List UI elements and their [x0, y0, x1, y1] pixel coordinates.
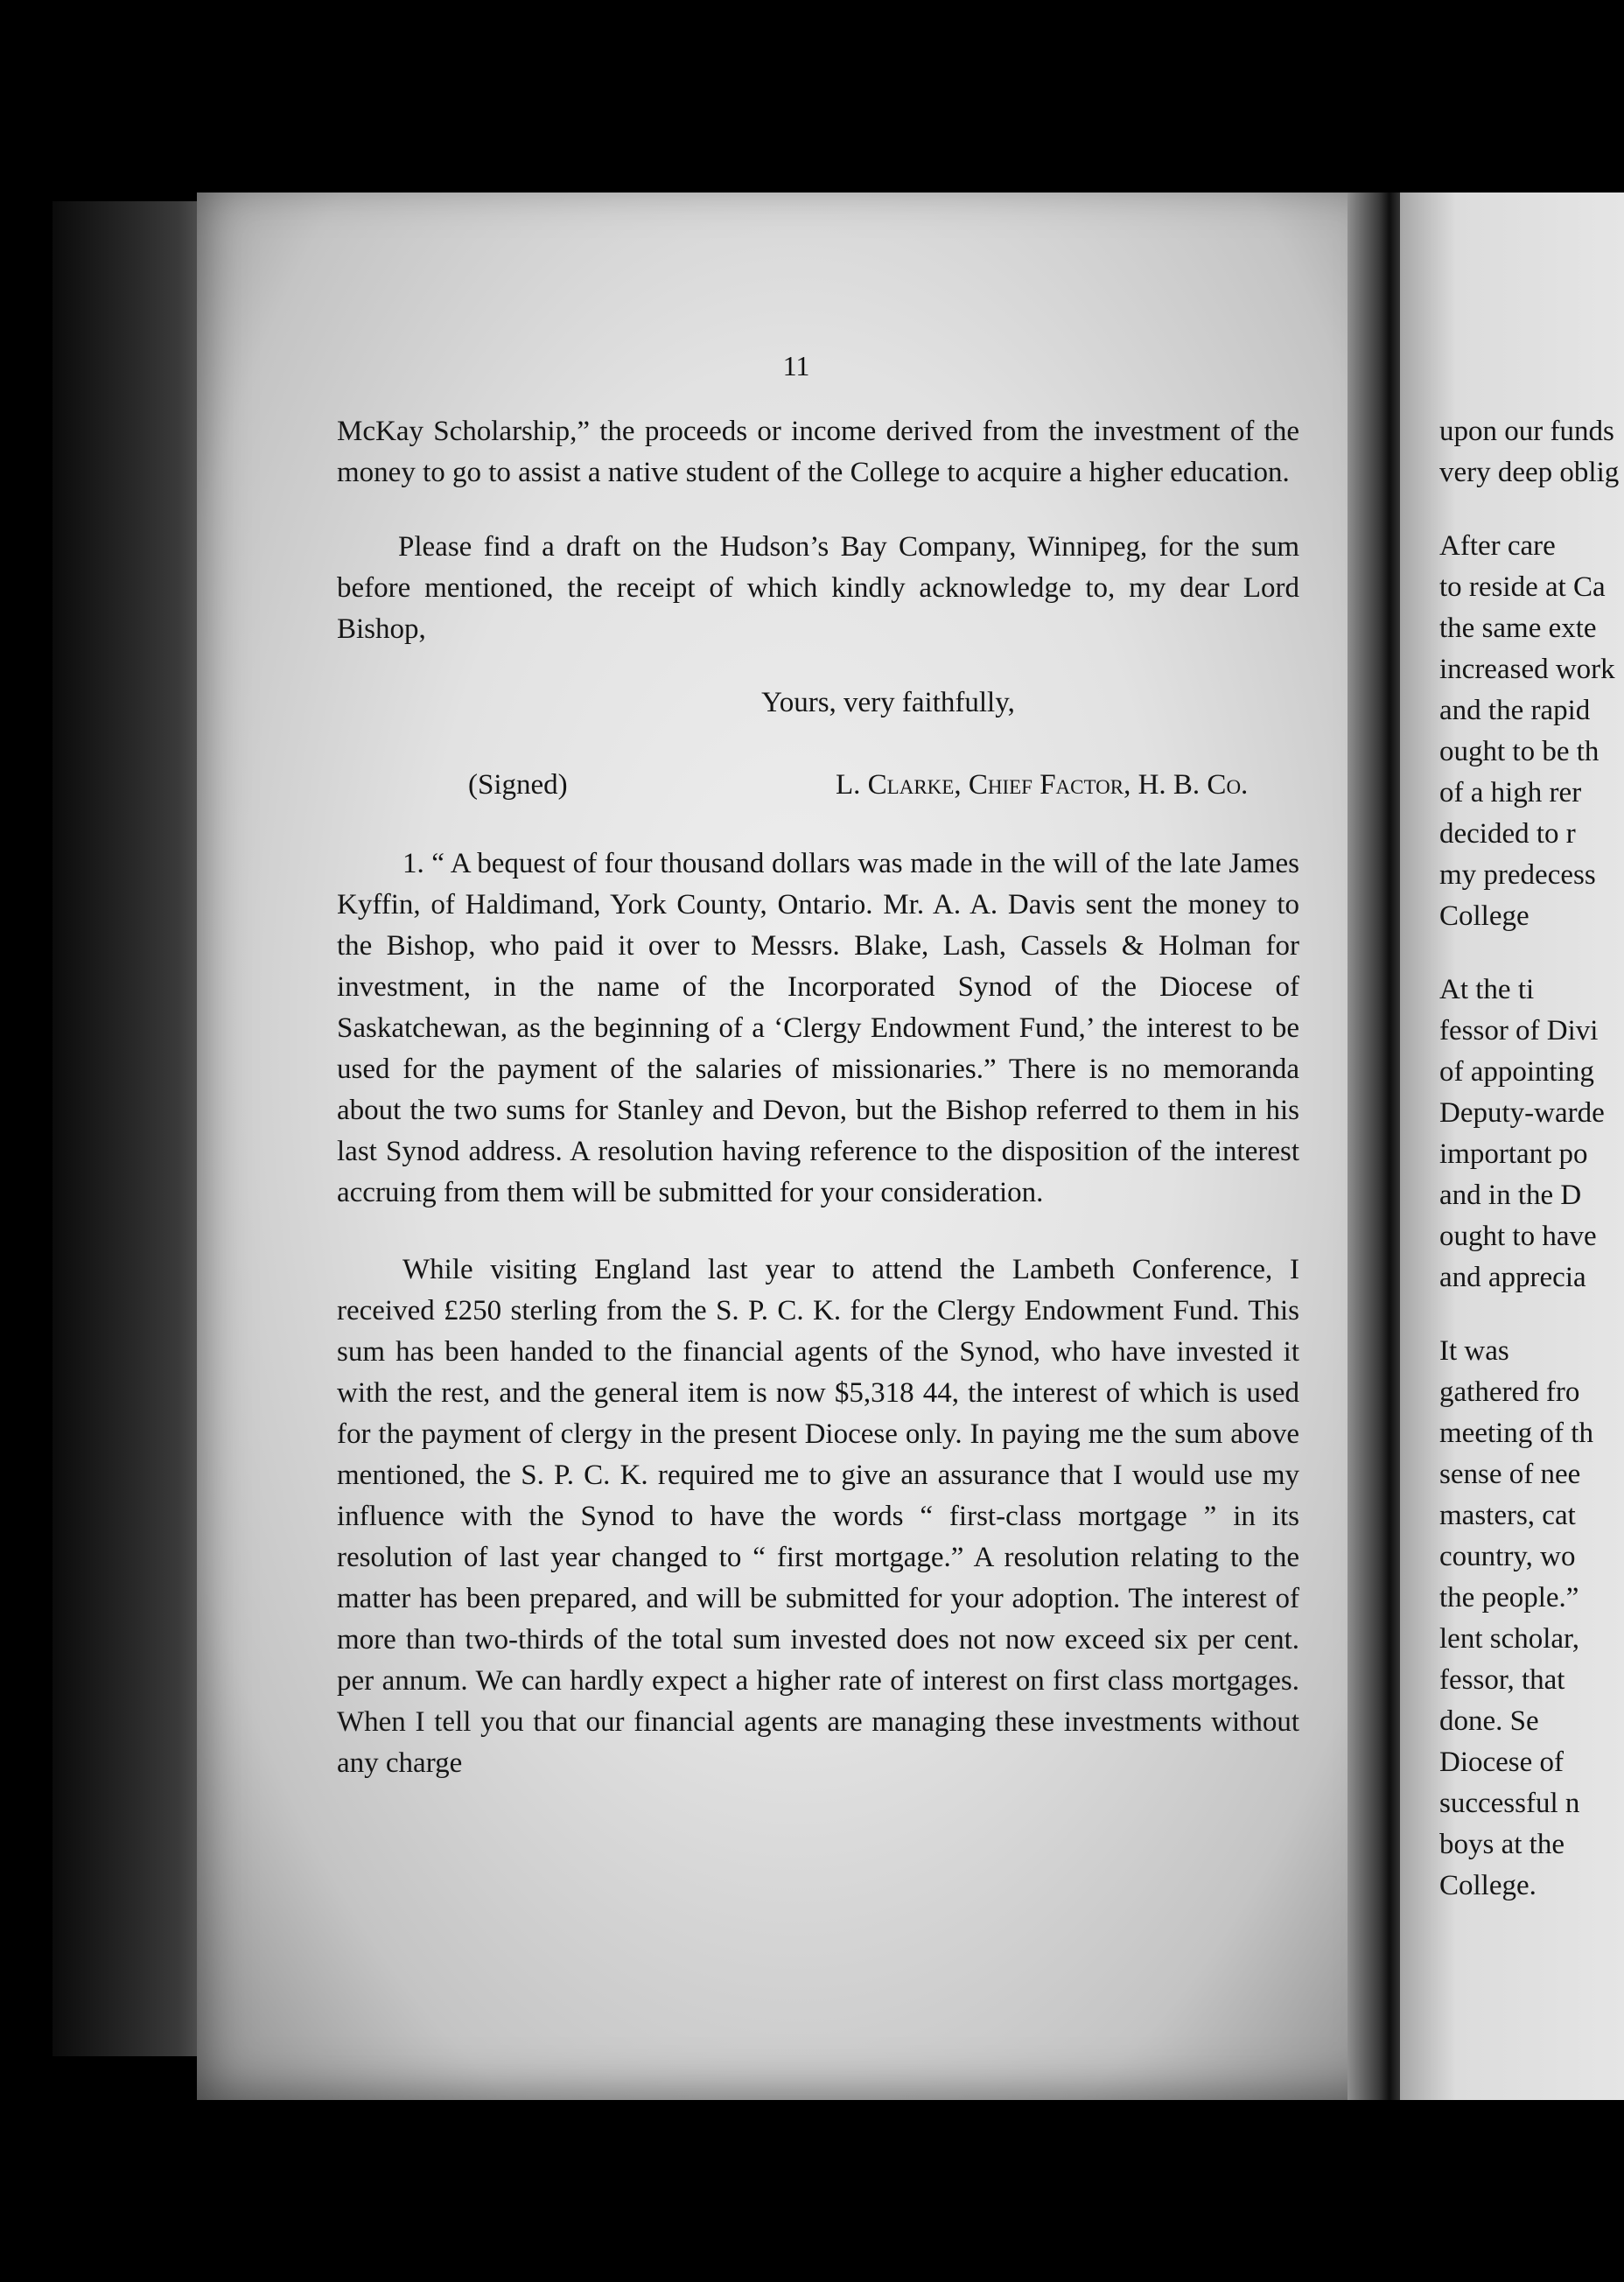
right-fragment-line: of a high rer	[1439, 777, 1582, 808]
paragraph-scholarship-continuation: McKay Scholarship,” the proceeds or income derived from the investment of the money to go to assist a native student of the College to acquire a higher education.	[337, 416, 1299, 488]
signature-line	[337, 765, 1299, 806]
right-fragment-line: the same exte	[1439, 612, 1597, 644]
right-fragment-line: College.	[1439, 1870, 1536, 1901]
letter-closing: Yours, very faithfully,	[761, 687, 1015, 718]
paragraph-bequest: 1. “ A bequest of four thousand dollars was made in the will of the late James Kyffin, of Haldimand, York County, Ontario. Mr. A. A. Davis sent the money to the Bishop, who paid it over to Messrs. Blake, Lash, Cassels & Holman for investment, in the name of the Incorporated Synod of the Diocese of Saskatchewan, as the beginning of a ‘Clergy Endowment Fund,’ the interest to be used for the payment of the salaries of missionaries.” There is no memoranda about the two sums for Stanley and Devon, but the Bishop referred to them in his last Synod address. A resolution having reference to the disposition of the interest accruing from them will be submitted for your consideration.	[337, 848, 1299, 1208]
right-fragment-line: meeting of th	[1439, 1418, 1593, 1449]
right-fragment-line: fessor, that	[1439, 1664, 1565, 1696]
right-fragment-line: gathered fro	[1439, 1376, 1580, 1408]
right-fragment-line: fessor of Divi	[1439, 1015, 1599, 1046]
right-block-3	[1439, 970, 1624, 1298]
right-fragment-line: sense of nee	[1439, 1459, 1581, 1490]
right-fragment-line: ought to be th	[1439, 736, 1600, 767]
scan-dark-top-edge	[0, 0, 1624, 192]
right-fragment-line: boys at the	[1439, 1829, 1564, 1860]
right-fragment-line: important po	[1439, 1138, 1588, 1170]
right-fragment-line: After care	[1439, 530, 1556, 562]
right-fragment-line: of appointing	[1439, 1056, 1594, 1088]
right-fragment-line: It was	[1439, 1335, 1509, 1367]
right-fragment-line: upon our funds	[1439, 416, 1614, 447]
right-fragment-line: masters, cat	[1439, 1500, 1576, 1531]
right-fragment-line: done. Se	[1439, 1705, 1539, 1737]
right-fragment-line: to reside at Ca	[1439, 571, 1606, 603]
right-fragment-line: country, wo	[1439, 1541, 1576, 1572]
left-page	[197, 175, 1396, 2100]
right-fragment-line: College	[1439, 900, 1530, 932]
right-fragment-line: and the rapid	[1439, 695, 1591, 726]
right-page-fragment	[1400, 175, 1624, 2100]
right-block-2	[1439, 526, 1624, 937]
book-binding-edge	[52, 201, 210, 2056]
right-page-text	[1439, 411, 1624, 1907]
signed-label: (Signed)	[468, 769, 568, 801]
right-fragment-line: increased work	[1439, 654, 1615, 685]
right-fragment-line: Deputy-warde	[1439, 1097, 1605, 1129]
left-page-text	[337, 411, 1299, 1784]
page-number: 11	[782, 350, 810, 382]
right-block-1	[1439, 411, 1624, 494]
right-fragment-line: my predecess	[1439, 859, 1596, 891]
right-fragment-line: the people.”	[1439, 1582, 1579, 1614]
right-fragment-line: very deep oblig	[1439, 457, 1620, 488]
right-fragment-line: successful n	[1439, 1788, 1580, 1819]
right-fragment-line: At the ti	[1439, 974, 1535, 1005]
right-fragment-line: decided to r	[1439, 818, 1576, 850]
right-fragment-line: and in the D	[1439, 1180, 1582, 1211]
right-fragment-line: and apprecia	[1439, 1262, 1586, 1293]
right-fragment-line: lent scholar,	[1439, 1623, 1579, 1655]
right-fragment-line: Diocese of	[1439, 1746, 1564, 1778]
signer-name: L. Clarke, Chief Factor, H. B. Co.	[836, 769, 1249, 801]
right-fragment-line: ought to have	[1439, 1221, 1597, 1252]
paragraph-lambeth-visit: While visiting England last year to attend the Lambeth Conference, I received £250 sterling from the S. P. C. K. for the Clergy Endowment Fund. This sum has been handed to the financial agents of the Synod, who have invested it with the rest, and the general item is now $5,318 44, the interest of which is used for the payment of clergy in the present Diocese only. In paying me the sum above mentioned, the S. P. C. K. required me to give an assurance that I would use my influence with the Synod to have the words “ first-class mortgage ” in its resolution of last year changed to “ first mortgage.” A resolution relating to the matter has been prepared, and will be submitted for your adoption. The interest of more than two-thirds of the total sum invested does not now exceed six per cent. per annum. We can hardly expect a higher rate of interest on first class mortgages. When I tell you that our financial agents are managing these investments without any charge	[337, 1254, 1299, 1779]
paragraph-draft: Please find a draft on the Hudson’s Bay Company, Winnipeg, for the sum before mentioned, the receipt of which kindly acknowledge to, my dear Lord Bishop,	[337, 531, 1299, 645]
right-block-4	[1439, 1331, 1624, 1907]
